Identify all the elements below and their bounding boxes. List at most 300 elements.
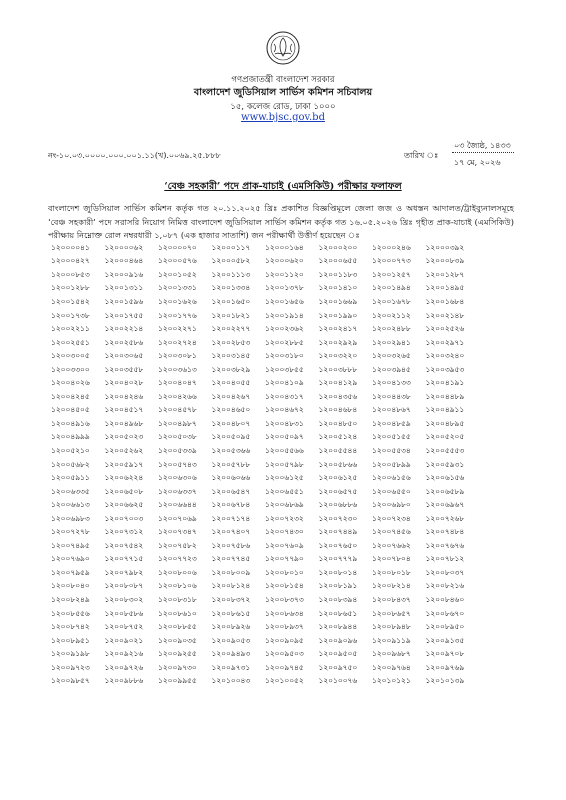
roll-number: ১২০০৯০২১ — [104, 635, 144, 645]
roll-number: ১২০০৮০৩৭ — [425, 567, 465, 577]
roll-number: ১২০০৯৮৫৭ — [51, 676, 90, 686]
roll-number: ১২০০৬৯৮৩ — [51, 513, 90, 523]
roll-number: ১২০০৪৪৩৮ — [372, 391, 411, 401]
roll-number: ১২০০৪৯৮৭ — [158, 418, 197, 428]
roll-number: ১২০০৮৩০২ — [104, 594, 144, 604]
roll-number: ১২০০৮২৪৯ — [51, 594, 90, 604]
roll-row — [51, 391, 523, 405]
roll-number: ১২০০০৮৩৯ — [425, 256, 465, 266]
roll-number: ১২০০০৫৭৬ — [158, 256, 197, 266]
roll-number: ১২০০৭৪৫৬ — [372, 527, 411, 537]
roll-number: ১২০০৮৯২৬ — [211, 622, 251, 632]
roll-number: ১২০০৬০৬৬ — [211, 473, 251, 483]
date-bangla: ০৩ জ্যৈষ্ঠ, ১৪৩৩ — [454, 141, 511, 150]
roll-number: ১২০০৮১৫৪ — [265, 581, 304, 591]
roll-number: ১২০০১০৫২ — [158, 269, 197, 279]
roll-number: ১২০০৫০৯৫ — [211, 432, 251, 442]
roll-number: ১২০০৯১১৯ — [372, 635, 411, 645]
roll-number: ১২০০৮৪৩৭ — [372, 594, 411, 604]
roll-row — [51, 256, 523, 270]
roll-number: ১২০০২৮৮৫ — [265, 337, 304, 347]
roll-number: ১২০০১৪১০ — [318, 283, 358, 293]
roll-number: ১২০০৭২৩০ — [318, 513, 358, 523]
roll-number: ১২০০৫৩৩৯ — [158, 445, 197, 455]
roll-number: ১২০০৭৬৭৬ — [425, 540, 465, 550]
roll-number: ১২০০১৪৯৪ — [372, 283, 411, 293]
website-link[interactable]: www.bjsc.gov.bd — [241, 112, 325, 123]
roll-number: ১২০০৭৯৫৯ — [51, 567, 90, 577]
roll-number: ১২০০৮০১৮ — [372, 567, 411, 577]
roll-number: ১২০০৭২৩৪ — [372, 513, 411, 523]
roll-number: ১২০০০০৭০ — [158, 242, 197, 252]
roll-number: ১২০০৮০১০ — [265, 567, 304, 577]
roll-number: ১২০০৮৯৫১ — [51, 635, 90, 645]
date-english: ১৭ মে, ২০২৬ — [454, 158, 501, 167]
roll-number: ১২০০৩১৪৫ — [211, 351, 251, 361]
roll-number: ১২০০১৫৯৬ — [104, 296, 144, 306]
roll-number: ১২০০০২০০ — [318, 242, 358, 252]
roll-number: ১২০০৬৫৫০ — [372, 486, 411, 496]
roll-number: ১২০০৪৩৫৬ — [318, 391, 358, 401]
roll-number: ১২০০০৩৯২ — [425, 242, 465, 252]
roll-number: ১২০০৮৭৪২ — [51, 622, 90, 632]
roll-number: ১২০০৯২৫৫ — [158, 649, 197, 659]
roll-row — [51, 242, 523, 256]
roll-number: ১২০০৪৫৭৮ — [158, 405, 197, 415]
roll-number: ১২০০৩৯৪৫ — [372, 364, 411, 374]
roll-number: ১২০০৮৬৭০ — [425, 608, 465, 618]
roll-row — [51, 283, 523, 297]
roll-number: ১২০০২৯৭১ — [425, 337, 465, 347]
roll-number: ১২০০২৫৮৬ — [104, 337, 144, 347]
roll-number: ১২০০২৯৪১ — [372, 337, 411, 347]
roll-number: ১২০০৪৯১১ — [425, 405, 465, 415]
roll-number: ১২০০৩০০৫ — [51, 351, 90, 361]
roll-row — [51, 540, 523, 554]
roll-row — [51, 554, 523, 568]
roll-number: ১২০০৮৬১০ — [158, 608, 197, 618]
roll-number: ১২০০১৭৫৫ — [104, 310, 144, 320]
roll-number: ১২০০৭৪৪৯ — [318, 527, 358, 537]
roll-number: ১২০০১৩৩৪ — [211, 283, 251, 293]
roll-number: ১২০০৪৫১৭ — [104, 405, 144, 415]
roll-number: ১২০০৪৮০৭ — [211, 418, 251, 428]
roll-number: ১২০০৩৬১৩ — [158, 364, 197, 374]
roll-number: ১২০০৮০৮৭ — [104, 581, 144, 591]
roll-number: ১২০০৫৫৪৪ — [318, 445, 358, 455]
roll-number: ১২০০০৫৮২ — [211, 256, 251, 266]
roll-number: ১২০০৮২১৬ — [425, 581, 465, 591]
roll-number: ১২০০৪৯৬৮ — [104, 418, 144, 428]
roll-number: ১২০০৭৯৮২ — [104, 567, 144, 577]
roll-number: ১২০০৪৬৫০ — [211, 405, 251, 415]
roll-number: ১২০০১১২০ — [265, 269, 304, 279]
roll-number: ১২০০৩২৪০ — [425, 351, 465, 361]
roll-number: ১২০০৯০৯৬ — [318, 635, 358, 645]
government-name: গণপ্রজাতন্ত্রী বাংলাদেশ সরকার — [231, 75, 335, 85]
roll-number: ১২০০৩২৬৫ — [372, 351, 411, 361]
roll-number: ১২০০৩০৮১ — [158, 351, 197, 361]
roll-number: ১২০০০২৪৬ — [372, 242, 411, 252]
roll-row — [51, 608, 523, 622]
roll-number: ১২০০৮১০৬ — [158, 581, 197, 591]
roll-number: ১২০০৭২৬৮ — [425, 513, 465, 523]
roll-number: ১২০০৩১৮০ — [265, 351, 304, 361]
roll-number: ১২০০৮০০৯ — [211, 567, 251, 577]
roll-number: ১২০০১৩৭৮ — [265, 283, 304, 293]
roll-number: ১২০০৪৫০৫ — [51, 405, 90, 415]
roll-number: ১২০০৪০২৬ — [51, 378, 90, 388]
roll-number: ১২০০৭৭১৫ — [104, 554, 144, 564]
roll-number: ১২০০৭৩৪৭ — [158, 527, 197, 537]
roll-number: ১২০০৯৭৩১ — [211, 662, 251, 672]
roll-number: ১২০০৯৪৯৩ — [211, 649, 251, 659]
roll-number: ১২০০৬৩০৬ — [158, 473, 197, 483]
roll-number: ১২০০৯৭২৩ — [51, 662, 90, 672]
roll-number: ১২০০৯১৩৫ — [425, 635, 465, 645]
roll-number: ১২০০৮৩৭৩ — [265, 594, 304, 604]
roll-number: ১২০০২৩৬২ — [265, 324, 304, 334]
roll-number: ১২০০৪২৪৬ — [104, 391, 144, 401]
roll-number: ১২০০৫১২৪ — [318, 432, 358, 442]
roll-number: ১২০০২৫৫১ — [51, 337, 90, 347]
roll-number: ১২০০৮৩৯৪ — [318, 594, 358, 604]
roll-row — [51, 635, 523, 649]
roll-number: ১২০০৪৮৬৭ — [372, 405, 411, 415]
roll-number: ১২০০১৩৩১ — [158, 283, 197, 293]
roll-number: ১২০০৫৫৫৩ — [425, 445, 465, 455]
roll-number: ১২০০১৪৯৫ — [425, 283, 465, 293]
roll-number: ১২০০৯৫০৫ — [318, 649, 358, 659]
roll-number: ১২০০৭৪০৭ — [211, 527, 251, 537]
roll-number: ১২০০৭৫৮২ — [158, 540, 197, 550]
roll-number: ১২০০৫১৫৫ — [372, 432, 411, 442]
roll-number: ১২০০৫৩৬৬ — [211, 445, 251, 455]
roll-number: ১২০০৬৮৬৯ — [265, 500, 304, 510]
roll-row — [51, 648, 523, 662]
roll-number: ১২০০৫৮৯৯ — [372, 459, 411, 469]
roll-number: ১২০০৮৬৫১ — [318, 608, 358, 618]
office-name: বাংলাদেশ জুডিসিয়াল সার্ভিস কমিশন সচিবালয় — [193, 87, 373, 98]
roll-number: ১২০০৯০৩৫ — [158, 635, 197, 645]
roll-number: ১২০০৭৩১২ — [104, 527, 144, 537]
roll-number: ১২০০৭৮০৪ — [372, 554, 411, 564]
roll-number: ১২০০৩২২০ — [318, 351, 358, 361]
roll-number: ১২০০১২৮৭ — [425, 269, 465, 279]
roll-number: ১২০০৬৯৮০ — [372, 500, 411, 510]
roll-number: ১২০০৬৫৫১ — [265, 486, 304, 496]
roll-row — [51, 513, 523, 527]
roll-row — [51, 269, 523, 283]
roll-number: ১২০০৮০৪০ — [51, 581, 90, 591]
roll-number: ১২০০০৬২০ — [265, 256, 304, 266]
roll-number: ১২০০৮৯৫০ — [425, 622, 465, 632]
roll-number: ১২০০০৪২৭ — [51, 256, 90, 266]
roll-row — [51, 432, 523, 446]
roll-number: ১২০০৪৬৮৪ — [318, 405, 358, 415]
roll-number-grid — [51, 242, 523, 689]
roll-number: ১২০০৪৯৯৯ — [51, 432, 90, 442]
roll-number: ১২০০৯৯৫৫ — [158, 676, 197, 686]
roll-number: ১২০০৫৭৪৩ — [158, 459, 197, 469]
roll-number: ১২০০১২৫৭ — [372, 269, 411, 279]
roll-number: ১২০০৬৬২৫ — [104, 500, 144, 510]
roll-row — [51, 310, 523, 324]
roll-number: ১২০০৬৫৮৯ — [425, 486, 465, 496]
roll-number: ১২০০০৪৬৪ — [104, 256, 144, 266]
roll-number: ১২০০৬৫৭৫ — [318, 486, 358, 496]
roll-row — [51, 459, 523, 473]
roll-number: ১২০০৬১২৫ — [318, 473, 358, 483]
roll-number: ১২০০৮৪৬০ — [425, 594, 465, 604]
roll-row — [51, 350, 523, 364]
roll-row — [51, 337, 523, 351]
roll-number: ১২০০২৫২৬ — [425, 324, 465, 334]
roll-row — [51, 499, 523, 513]
roll-number: ১২০০৪৮৫০ — [318, 418, 358, 428]
roll-number: ১২০০১৬৫৬ — [265, 296, 304, 306]
roll-number: ১২০০৪১৩৩ — [372, 378, 411, 388]
roll-number: ১২০০৯৭৬৪ — [372, 662, 411, 672]
roll-number: ১২০০১৬৭৮ — [372, 296, 411, 306]
roll-number: ১২০০৯১৯৮ — [51, 649, 90, 659]
roll-number: ১২০০৭৪৩০ — [265, 527, 304, 537]
roll-number: ১২০০৭৬৫০ — [318, 540, 358, 550]
roll-number: ১২০০১৭৩৮ — [51, 310, 90, 320]
roll-number: ১২০০৮৬৫৭ — [372, 608, 411, 618]
roll-number: ১২০০২৯২৯ — [318, 337, 358, 347]
roll-number: ১২০০৯৭০৮ — [425, 649, 465, 659]
roll-row — [51, 662, 523, 676]
roll-number: ১২০০৬৫০৮ — [104, 486, 144, 496]
roll-number: ১২০০২৪১৭ — [318, 324, 358, 334]
roll-number: ১২০০৯০৫৩ — [211, 635, 251, 645]
roll-number: ১২০০৫৭৮৮ — [211, 459, 251, 469]
roll-number: ১২০০৮০১৪ — [318, 567, 358, 577]
roll-number: ১২০০৭৬৯০ — [51, 554, 90, 564]
roll-number: ১২০০৮১৯১ — [318, 581, 358, 591]
roll-number: ১২০১০১৩৯ — [425, 676, 465, 686]
roll-number: ১২০০৫৫৩৪ — [372, 445, 411, 455]
roll-number: ১২০০১১১৩ — [211, 269, 251, 279]
roll-number: ১২০০৪৬৭২ — [265, 405, 304, 415]
roll-number: ১২০০৫০২৩ — [104, 432, 144, 442]
roll-number: ১২০০১৫৪২ — [51, 296, 90, 306]
roll-number: ১২০০১২৮৮ — [51, 283, 90, 293]
roll-number: ১২০০৬১২৫ — [265, 473, 304, 483]
roll-number: ১২০০৮৫৮৬ — [104, 608, 144, 618]
roll-number: ১২০০৭৬৬২ — [372, 540, 411, 550]
roll-number: ১২০০৪২৪৫ — [51, 391, 90, 401]
roll-number: ১২০০৬৬৪৪ — [158, 500, 197, 510]
roll-number: ১২০০৪০২৮ — [104, 378, 144, 388]
roll-number: ১২০১০০৭৬ — [318, 676, 358, 686]
roll-number: ১২০০২২১৪ — [104, 324, 144, 334]
date-divider — [452, 152, 514, 153]
roll-number: ১২০০৬৩৩৫ — [51, 486, 90, 496]
roll-number: ১২০০০৯১৬ — [104, 269, 144, 279]
roll-number: ১২০০৯৮৮৬ — [104, 676, 144, 686]
roll-number: ১২০০৪০৫৫ — [211, 378, 251, 388]
roll-number: ১২০০৪২৬৭ — [211, 391, 251, 401]
roll-number: ১২০০৭৭৭৯ — [318, 554, 358, 564]
roll-number: ১২০০৫০৯৭ — [265, 432, 304, 442]
roll-number: ১২০০৬৩৩৭ — [158, 486, 197, 496]
roll-number: ১২০০৮৩৭২ — [211, 594, 251, 604]
roll-number: ১২০০৬৭৮৪ — [211, 500, 251, 510]
roll-row — [51, 581, 523, 595]
roll-number: ১২০০৭৫৪২ — [104, 540, 144, 550]
roll-number: ১২০০৪৯১৬ — [51, 418, 90, 428]
roll-number: ১২০০১১৮৩ — [318, 269, 358, 279]
roll-number: ১২০০০৬৫৫ — [318, 256, 358, 266]
roll-number: ১২০০১৯৯০ — [318, 310, 358, 320]
roll-number: ১২০০০৮৫৩ — [51, 269, 90, 279]
roll-row — [51, 296, 523, 310]
roll-row — [51, 486, 523, 500]
roll-number: ১২০০৬৬১৩ — [51, 500, 90, 510]
roll-row — [51, 526, 523, 540]
roll-number: ১২০০৩৩০০ — [51, 364, 90, 374]
roll-number: ১২০০৭০০৩ — [104, 513, 144, 523]
roll-row — [51, 621, 523, 635]
roll-number: ১২০০৮৯৪৪ — [318, 622, 358, 632]
roll-number: ১২০০৩৮৮৮ — [318, 364, 358, 374]
roll-number: ১২০০৯৫০৩ — [265, 649, 304, 659]
roll-number: ১২০০৯৭৫০ — [318, 662, 358, 672]
roll-number: ১২০০৪৩১৭ — [265, 391, 304, 401]
roll-number: ১২০০৪৮৯৫ — [425, 418, 465, 428]
notice-title: ‘বেঞ্চ সহকারী’ পদে প্রাক-যাচাই (এমসিকিউ) পরীক্ষার ফলাফল — [164, 181, 402, 192]
roll-number: ১২০০৫২৬২ — [104, 445, 144, 455]
roll-number: ১২০০৬৯৬৭ — [425, 500, 465, 510]
roll-number: ১২০০৮৯৩৭ — [265, 622, 304, 632]
roll-number: ১২০০৪২৬৬ — [158, 391, 197, 401]
roll-number: ১২০০৭০৬৯ — [158, 513, 197, 523]
roll-number: ১২০০৮১২৪ — [211, 581, 251, 591]
roll-number: ১২০০২৪৮৮ — [372, 324, 411, 334]
roll-number: ১২০০৮৮৫৫ — [158, 622, 197, 632]
roll-number: ১২০০৮৭৫২ — [104, 622, 144, 632]
roll-row — [51, 676, 523, 690]
roll-number: ১২০০১৭৭৬ — [158, 310, 197, 320]
roll-number: ১২০০৭৭৪৫ — [211, 554, 251, 564]
roll-row — [51, 567, 523, 581]
roll-number: ১২০০৪১৯১ — [425, 378, 465, 388]
roll-number: ১২০০৯৬৮৭ — [372, 649, 411, 659]
roll-number: ১২০০২৮৫৩ — [211, 337, 251, 347]
roll-number: ১২০০৮৬১৫ — [211, 608, 251, 618]
roll-number: ১২০০০০৪১ — [51, 242, 90, 252]
roll-number: ১২০০৬২২৪ — [104, 473, 144, 483]
roll-number: ১২০০৭২৩২ — [265, 513, 304, 523]
roll-number: ১২০০৬৫৪৭ — [211, 486, 251, 496]
roll-number: ১২০০৭৪৯৫ — [51, 540, 90, 550]
roll-number: ১২০০৫২১০ — [51, 445, 90, 455]
roll-number: ১২০০০০৬২ — [104, 242, 144, 252]
roll-number: ১২০০৪৮৫৯ — [372, 418, 411, 428]
roll-number: ১২০১০০৫২ — [265, 676, 304, 686]
roll-number: ১২০০৯০৯৫ — [265, 635, 304, 645]
roll-number: ১২০০৮২১৪ — [372, 581, 411, 591]
roll-row — [51, 418, 523, 432]
roll-number: ১২০০৫৫৬৬ — [265, 445, 304, 455]
roll-number: ১২০০১৬৫০ — [211, 296, 251, 306]
roll-number: ১২০০১৬৬৯ — [318, 296, 358, 306]
roll-number: ১২০০৩৮৫৫ — [265, 364, 304, 374]
government-emblem — [0, 30, 566, 66]
roll-number: ১২০০০৭৭৩ — [372, 256, 411, 266]
roll-number: ১২০০৩০৬৫ — [104, 351, 144, 361]
roll-number: ১২০০২২৭৭ — [211, 324, 251, 334]
roll-row — [51, 323, 523, 337]
roll-number: ১২০০৯২১৬ — [104, 649, 144, 659]
roll-number: ১২০০২২১১ — [51, 324, 90, 334]
roll-number: ১২০০৭২৭৮ — [51, 527, 90, 537]
roll-number: ১২০০৭৫৮৬ — [211, 540, 251, 550]
roll-number: ১২০০১৩১১ — [104, 283, 144, 293]
roll-number: ১২০০৫৯৩১ — [425, 459, 465, 469]
roll-number: ১২০০৬১৫৬ — [425, 473, 465, 483]
roll-row — [51, 445, 523, 459]
roll-number: ১২০০০১১৭ — [211, 242, 251, 252]
roll-number: ১২০০২১১২ — [372, 310, 411, 320]
notice-body: বাংলাদেশ জুডিসিয়াল সার্ভিস কমিশন কর্তৃক গত ২০.১১.২০২৫ খ্রিঃ প্রকাশিত বিজ্ঞপ্তিমূলে জেলা জজ ও অধস্তন আদালত/ট্রাইব্যুনালসমূহে ‘বেঞ্চ সহকারী’ পদে সরাসরি নিয়োগ নিমিত্ত বাংলাদেশ জুডিসিয়াল সার্ভিস কমিশন কর্তৃক গত ১৬.০৫.২০২৬ খ্রিঃ গৃহীত প্রাক-যাচাই (এমসিকিউ) পরীক্ষায় নিম্নোক্ত রোল নম্বরধারী ১,০৮৭ (এক হাজার সাতাশি) জন পরীক্ষার্থী উত্তীর্ণ হয়েছেন ঃ — [48, 203, 514, 240]
roll-number: ১২০০৪০৪৭ — [158, 378, 197, 388]
roll-number: ১২০০৫০৩৮ — [158, 432, 197, 442]
roll-number: ১২০০২২৭১ — [158, 324, 197, 334]
roll-row — [51, 594, 523, 608]
roll-number: ১২০০৮৯৪৮ — [372, 622, 411, 632]
roll-number: ১২০০১৯১৪ — [265, 310, 304, 320]
roll-number: ১২০০২৭২৪ — [158, 337, 197, 347]
roll-number: ১২০০০১৬৪ — [265, 242, 304, 252]
roll-number: ১২০০৩৯৫৩ — [425, 364, 465, 374]
roll-number: ১২০০৪১০৯ — [265, 378, 304, 388]
roll-number: ১২০০৫৮৬৬ — [318, 459, 358, 469]
roll-row — [51, 472, 523, 486]
roll-number: ১২০০৭১৭৪ — [211, 513, 251, 523]
roll-number: ১২০০৬১৫৬ — [372, 473, 411, 483]
date-label: তারিখ ঃ — [404, 151, 439, 160]
roll-number: ১২০০৫৯১১ — [51, 473, 90, 483]
roll-number: ১২০০২১৪৮ — [425, 310, 465, 320]
roll-number: ১২০১০১২১ — [372, 676, 411, 686]
roll-number: ১২০০১৬২৬ — [158, 296, 197, 306]
roll-number: ১২০০৭৭২৩ — [158, 554, 197, 564]
roll-number: ১২০০৩৮২৯ — [211, 364, 251, 374]
roll-number: ১২০০৯৭২৬ — [104, 662, 144, 672]
roll-number: ১২০০৬৮৮৬ — [318, 500, 358, 510]
roll-number: ১২০০৩৫৫৮ — [104, 364, 144, 374]
memo-number: নং-১০.০৩.০০০০.০০০.০০১.১১(খ).০০৬৯.২৫.৮৮৮ — [48, 151, 221, 160]
roll-number: ১২০০৪৪৮৯ — [425, 391, 465, 401]
roll-number: ১২০০৭৮১২ — [425, 554, 465, 564]
roll-number: ১২০০৪৮৩১ — [265, 418, 304, 428]
roll-number: ১২০০৫২০৫ — [425, 432, 465, 442]
office-address: ১৫, কলেজ রোড, ঢাকা ১০০০ — [230, 102, 336, 112]
roll-row — [51, 364, 523, 378]
roll-number: ১২০০৭৬০৯ — [265, 540, 304, 550]
roll-number: ১২০০৯৭৪৫ — [265, 662, 304, 672]
roll-number: ১২০০৫৭৯৮ — [265, 459, 304, 469]
roll-number: ১২০০১৮২১ — [211, 310, 251, 320]
roll-number: ১২০০৯৭৬৯ — [425, 662, 465, 672]
roll-number: ১২০০১৬৮৪ — [425, 296, 465, 306]
roll-number: ১২০০৫৯১৭ — [104, 459, 144, 469]
roll-row — [51, 405, 523, 419]
roll-number: ১২০০৪১২৯ — [318, 378, 358, 388]
